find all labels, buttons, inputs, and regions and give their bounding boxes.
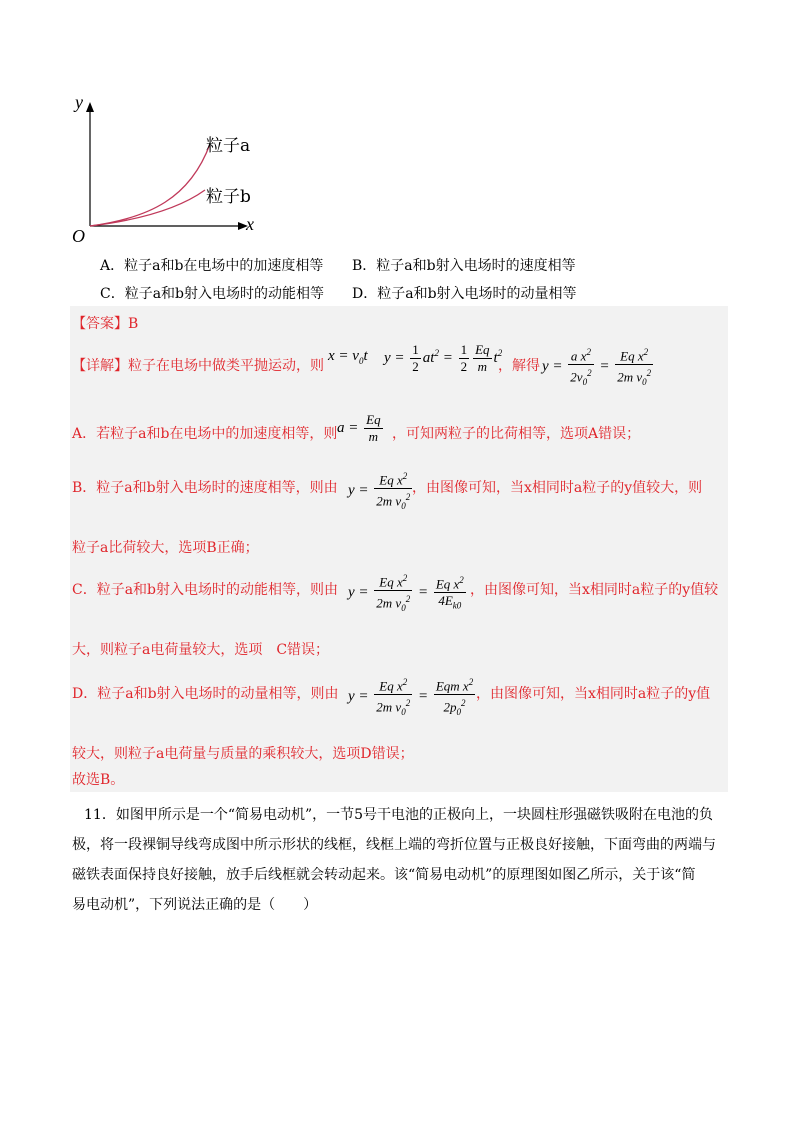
curve-b-label: 粒子b [206,187,251,207]
x-axis-label: x [246,214,254,234]
formula-d: y = $\frac{Eq x^2}{2m v_0^2}$ = $\frac{Eqm x^2}{2p_0^2}$ [348,674,477,720]
graph-svg [70,88,270,248]
answer-value: B [128,316,139,332]
formula-y-solution: y = $\frac{a x^2}{2v_0^2}$ = $\frac{Eq x^2}{2m v_0^2}$ [542,344,655,390]
question-11 [72,800,724,920]
curve-b [90,190,205,226]
option-b: B．粒子a和b射入电场时的速度相等 [352,258,576,274]
question-11-line4: 易电动机”，下列说法正确的是（ ） [72,897,318,913]
formula-a-eq-m: a = $\frac{Eq}{m}$ [337,412,381,444]
detail-line-a-end: ，可知两粒子的比荷相等，选项A错误； [392,426,641,442]
detail-line-b: B．粒子a和b射入电场时的速度相等，则由 [72,480,338,496]
curve-a [90,144,210,226]
formula-xvt: $x = v_0t$ [328,348,368,366]
detail-line-d2: 较大，则粒子a电荷量与质量的乘积较大，选项D错误； [72,746,414,762]
trajectory-graph [70,88,270,248]
detail-tag: 【详解】 [72,358,128,374]
formula-b: y = $\frac{Eq x^2}{2m v_0^2}$ [348,468,414,514]
detail-conclusion: 故选B。 [72,772,125,788]
y-axis-arrow [86,102,94,112]
detail-line-d: D．粒子a和b射入电场时的动量相等，则由 [72,686,339,702]
option-d: D．粒子a和b射入电场时的动量相等 [352,286,577,302]
answer-tag: 【答案】 [72,316,128,332]
detail-solve: ，解得 [498,358,540,374]
curve-a-label: 粒子a [206,136,251,156]
detail-line-c: C．粒子a和b射入电场时的动能相等，则由 [72,582,339,598]
detail-intro [72,356,324,376]
detail-line-b2: 粒子a比荷较大，选项B正确； [72,540,259,556]
origin-label: O [72,226,85,246]
formula-y-at2: y = $\frac{1}{2}$ $at^2$ = $\frac{1}{2}$ $\frac{Eq}{m}$ $t^2$ [384,342,503,374]
answer-line [72,314,138,334]
y-axis-label: y [75,92,83,112]
detail-line-c-end: ，由图像可知，当x相同时a粒子的y值较 [470,582,719,598]
option-c: C．粒子a和b射入电场时的动能相等 [100,286,325,302]
option-a: A．粒子a和b在电场中的加速度相等 [100,258,324,274]
question-11-line1: 11．如图甲所示是一个“简易电动机”，一节5号干电池的正极向上，一块圆柱形强磁铁吸附在电池的负 [84,807,714,823]
question-11-line3: 磁铁表面保持良好接触，放手后线框就会转动起来。该“简易电动机”的原理图如图乙所示，关于该“简 [72,867,696,883]
formula-c: y = $\frac{Eq x^2}{2m v_0^2}$ = $\frac{Eq x^2}{4E_{k0}}$ [348,570,468,616]
question-11-line2: 极，将一段裸铜导线弯成图中所示形状的线框，线框上端的弯折位置与正极良好接触，下面弯曲的两端与 [72,837,716,853]
detail-line-b-end: ，由图像可知，当x相同时a粒子的y值较大，则 [412,480,703,496]
detail-line-c2: 大，则粒子a电荷量较大，选项 C错误； [72,642,330,658]
detail-line-a: A．若粒子a和b在电场中的加速度相等，则 [72,426,338,442]
detail-line-d-end: ，由图像可知，当x相同时a粒子的y值 [476,686,711,702]
detail-intro-text: 粒子在电场中做类平抛运动，则 [128,358,324,374]
